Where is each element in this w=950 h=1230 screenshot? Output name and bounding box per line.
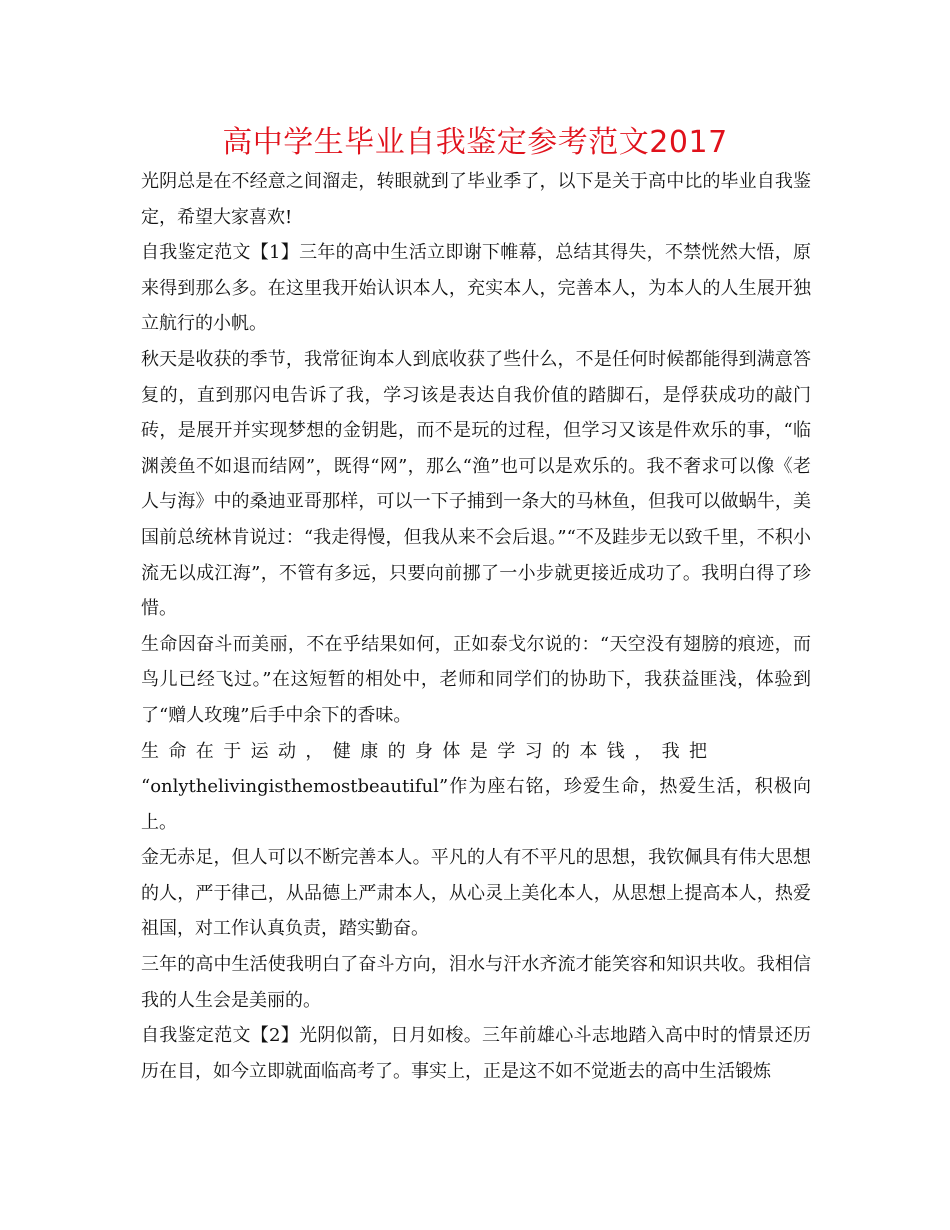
document-title: 高中学生毕业自我鉴定参考范文2017 — [222, 125, 728, 160]
paragraph-sample-1-intro: 自我鉴定范文【1】三年的高中生活立即谢下帷幕，总结其得失，不禁恍然大悟，原来得到那么多。在这里我开始认识本人，充实本人，完善本人，为本人的人生展开独立航行的小帆。 — [141, 242, 811, 335]
paragraph-exercise: 生命在于运动，健康的身体是学习的本钱，我把 — [141, 740, 717, 762]
paragraph-autumn: 秋天是收获的季节，我常征询本人到底收获了些什么，不是任何时候都能得到满意答复的，直到那闪电告诉了我，学习该是表达自我价值的踏脚石，是俘获成功的敲门砖，是展开并实现梦想的金钥匙，而不是玩的过程，但学习又该是件欢乐的事，“临渊羡鱼不如退而结网”，既得“网”，那么“渔”也可以是欢乐的。我不奢求可以像《老人与海》中的桑迪亚哥那样，可以一下子捕到一条大的马林鱼，但我可以做蜗牛，美国前总统林肯说过：“我走得慢，但我从来不会后退。”“不及跬步无以致千里，不积小流无以成江海”，不管有多远，只要向前挪了一小步就更接近成功了。我明白得了珍惜。 — [141, 348, 811, 620]
paragraph-sample-2-intro: 自我鉴定范文【2】光阴似箭，日月如梭。三年前雄心斗志地踏入高中时的情景还历历在目，如今立即就面临高考了。事实上，正是这不如不觉逝去的高中生活锻炼 — [141, 1025, 811, 1082]
paragraph-three-years: 三年的高中生活使我明白了奋斗方向，泪水与汗水齐流才能笑容和知识共收。我相信我的人生会是美丽的。 — [141, 954, 811, 1011]
paragraph-intro: 光阴总是在不经意之间溜走，转眼就到了毕业季了，以下是关于高中比的毕业自我鉴定，希望大家喜欢! — [141, 171, 811, 228]
paragraph-self-improvement: 金无赤足，但人可以不断完善本人。平凡的人有不平凡的思想，我钦佩具有伟大思想的人，严于律己，从品德上严肃本人，从心灵上美化本人，从思想上提高本人，热爱祖国，对工作认真负责，踏实勤奋。 — [141, 847, 811, 940]
paragraph-motto: “onlythelivingisthemostbeautiful”作为座右铭，珍爱生命，热爱生活，积极向上。 — [141, 776, 811, 833]
paragraph-life-struggle: 生命因奋斗而美丽，不在乎结果如何，正如泰戈尔说的：“天空没有翅膀的痕迹，而鸟儿已经飞过。”在这短暂的相处中，老师和同学们的协助下，我获益匪浅，体验到了“赠人玫瑰”后手中余下的香味。 — [141, 633, 811, 726]
document-body — [141, 164, 811, 1089]
